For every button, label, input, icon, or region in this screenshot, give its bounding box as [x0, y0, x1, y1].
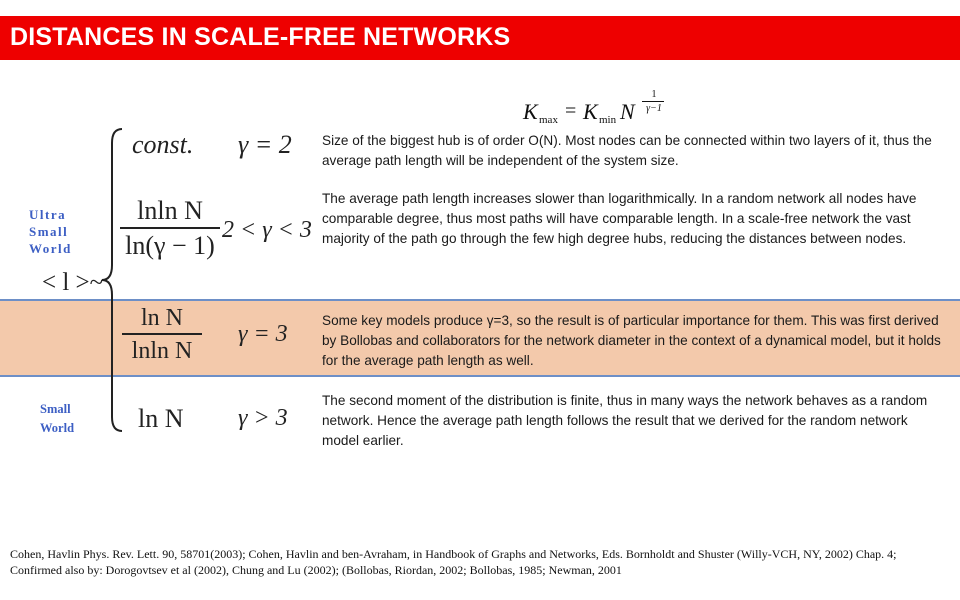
condition-gamma-gt-3: γ > 3 — [238, 405, 288, 431]
title-bar — [0, 16, 960, 60]
label-ultra-small-world — [29, 206, 72, 257]
kmin-k: K — [583, 99, 598, 124]
kmax-exp-num: 1 — [651, 89, 657, 100]
average-path-length-symbol: < l >~ — [42, 269, 104, 296]
description-gamma-2-3: The average path length increases slower than logarithmically. In a random network all nodes have comparable degree, thus most paths will have comparable length. In a scale-free network the vast majority of the path go through the few high degree hubs, reducing the distances between nodes. — [322, 191, 917, 246]
label-small: Small — [40, 402, 71, 416]
kmax-sub-max: max — [539, 114, 558, 126]
expr-ln-n: ln N — [138, 404, 184, 433]
label-ultra-world: World — [29, 241, 72, 256]
expr-ultra-num: lnln N — [137, 196, 203, 225]
condition-gamma-3: γ = 3 — [238, 321, 288, 347]
kmax-k: K — [523, 99, 538, 124]
kmax-equals: = — [565, 100, 577, 122]
condition-gamma-2: γ = 2 — [238, 130, 292, 159]
label-ultra: Ultra — [29, 207, 67, 222]
kmax-exp-den: γ−1 — [646, 103, 662, 114]
description-gamma-gt-3: The second moment of the distribution is finite, thus in many ways the network behaves as a random network. Hence the average path length follows the result that we derived for the random network model earlier. — [322, 393, 928, 448]
expr-gamma3-fraction — [122, 306, 202, 363]
expr-gamma3-num: ln N — [141, 305, 183, 331]
description-gamma-2: Size of the biggest hub is of order O(N). Most nodes can be connected within two layers of it, thus the average path length will be independent of the system size. — [322, 133, 932, 168]
expr-ultra-fraction — [120, 198, 220, 259]
expr-const: const. — [132, 130, 194, 159]
kmax-n: N — [620, 99, 635, 124]
description-gamma-3: Some key models produce γ=3, so the result is of particular importance for them. This was first derived by Bollobas and collaborators for the network diameter in the context of a dynamical model, but it holds for the average path length as well. — [322, 313, 941, 368]
kmax-sub-min: min — [599, 114, 617, 126]
left-brace — [100, 125, 130, 435]
label-world: World — [40, 421, 75, 435]
fraction-bar — [120, 227, 220, 229]
citation: Cohen, Havlin Phys. Rev. Lett. 90, 58701(2003); Cohen, Havlin and ben-Avraham, in Handbook of Graphs and Networks, Eds. Bornholdt and Shuster (Willy-VCH, NY, 2002) Chap. 4; Confirmed also by: Dorogovtsev et al (2002), Chung and Lu (2002); (Bollobas, Riordan, 2002; Bollobas, 1985; Newman, 2001 — [10, 547, 897, 577]
kmax-exp-bar — [642, 101, 664, 102]
expr-ultra-den: ln(γ − 1) — [125, 231, 215, 260]
label-ultra-small: Small — [29, 224, 69, 239]
fraction-bar — [122, 333, 202, 335]
expr-gamma3-den: lnln N — [131, 338, 193, 364]
label-small-world — [40, 400, 74, 438]
slide-title: DISTANCES IN SCALE-FREE NETWORKS — [10, 23, 511, 51]
condition-gamma-2-3: 2 < γ < 3 — [222, 217, 312, 243]
